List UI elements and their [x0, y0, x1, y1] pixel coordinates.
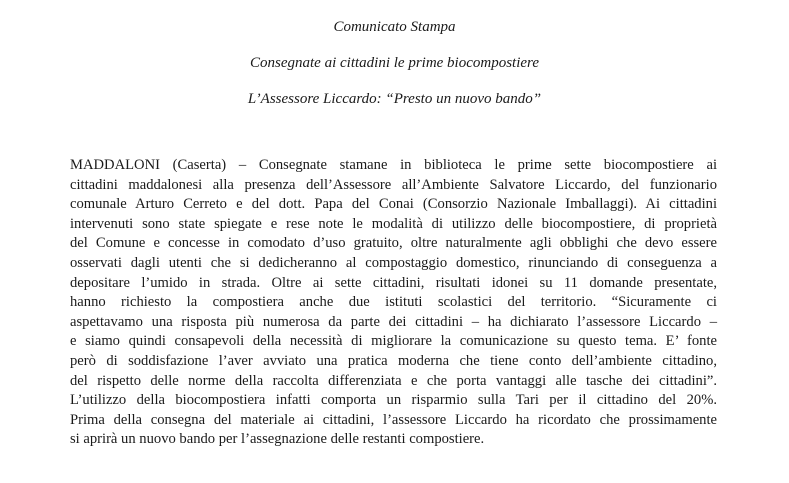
body-line: MADDALONI (Caserta) – Consegnate stamane in biblioteca le prime sette biocompostiere ai: [70, 157, 717, 173]
document-body: [70, 156, 717, 450]
body-line: del rispetto delle norme della raccolta differenziata e che porta vantaggi alle tasche dei cittadini”.: [70, 372, 717, 389]
document-subtitle: L’Assessore Liccardo: “Presto un nuovo bando”: [247, 91, 542, 107]
body-line: comunale Arturo Cerreto e del dott. Papa del Conai (Consorzio Nazionale Imballaggi). Ai cittadini: [70, 196, 717, 213]
body-line: però di soddisfazione l’aver avviato una pratica moderna che tiene conto dell’ambiente cittadino,: [70, 352, 717, 369]
document-header: Comunicato Stampa: [333, 19, 456, 35]
body-line: Prima della consegna del materiale ai cittadini, l’assessore Liccardo ha ricordato che prossimamente: [70, 411, 717, 428]
body-line: hanno richiesto la compostiera anche due istituti scolastici del territorio. “Sicuramente ci: [70, 294, 717, 311]
body-line: cittadini maddalonesi alla presenza dell’Assessore all’Ambiente Salvatore Liccardo, del funzionario: [70, 176, 717, 193]
body-line: e siamo quindi consapevoli della necessità di migliorare la comunicazione su questo tema. E’ fonte: [70, 333, 717, 350]
body-line: intervenuti sono state spiegate e rese note le modalità di utilizzo delle biocompostiere, di proprietà: [70, 215, 717, 232]
body-line: osservati dagli utenti che si dedicheranno al compostaggio domestico, rinunciando di conseguenza a: [70, 254, 717, 271]
body-line: del Comune e concesse in comodato d’uso gratuito, oltre naturalmente agli obblighi che devo essere: [70, 235, 717, 252]
body-line: si aprirà un nuovo bando per l’assegnazione delle restanti compostiere.: [70, 431, 485, 448]
body-line: aspettavamo una risposta più numerosa da parte dei cittadini – ha dichiarato l’assessore Liccardo –: [70, 313, 717, 330]
body-line: L’utilizzo della biocompostiera infatti comporta un risparmio sulla Tari per il cittadino del 20%.: [70, 392, 717, 409]
body-line: depositare l’umido in strada. Oltre ai sette cittadini, risultati idonei su 11 domande presentate,: [70, 274, 717, 291]
document-title: Consegnate ai cittadini le prime biocompostiere: [250, 55, 539, 71]
